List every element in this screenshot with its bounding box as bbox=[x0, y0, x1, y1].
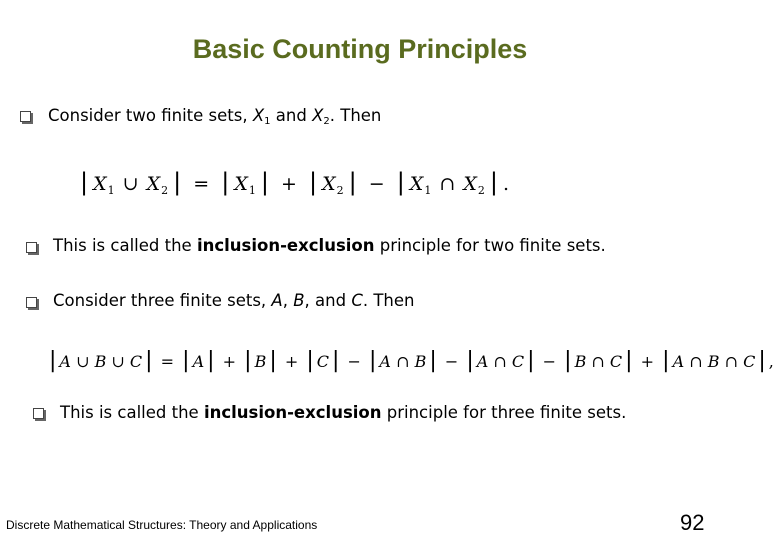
checkbox-bullet-icon bbox=[26, 242, 37, 253]
page-number: 92 bbox=[680, 510, 705, 535]
slide-title: Basic Counting Principles bbox=[192, 34, 528, 64]
checkbox-bullet-icon bbox=[26, 297, 37, 308]
checkbox-bullet-icon bbox=[33, 408, 44, 419]
bullet-text-inclusion-exclusion-three: This is called the inclusion-exclusion principle for three finite sets. bbox=[60, 403, 627, 422]
checkbox-bullet-icon bbox=[20, 111, 31, 122]
bullet-text-three-sets: Consider three finite sets, A, B, and C. Then bbox=[53, 291, 415, 310]
footer-text: Discrete Mathematical Structures: Theory and Applications bbox=[6, 518, 318, 532]
bullet-text-two-sets: Consider two finite sets, $X_1$ and $X_2$. Then bbox=[48, 106, 382, 127]
bullet-text-inclusion-exclusion-two: This is called the inclusion-exclusion principle for two finite sets. bbox=[53, 236, 606, 255]
formula-three-sets: | A ∪ B ∪ C | = | A | + | B | + | C | − | A ∩ B | − | A ∩ C | − | B ∩ C | + | A ∩ B ∩ C | , bbox=[49, 348, 774, 373]
formula-two-sets: | $X_1$ ∪ $X_2$ | = | $X_1$ | + | $X_2$ | − | $X_1$ ∩ $X_2$ | . bbox=[80, 168, 510, 197]
